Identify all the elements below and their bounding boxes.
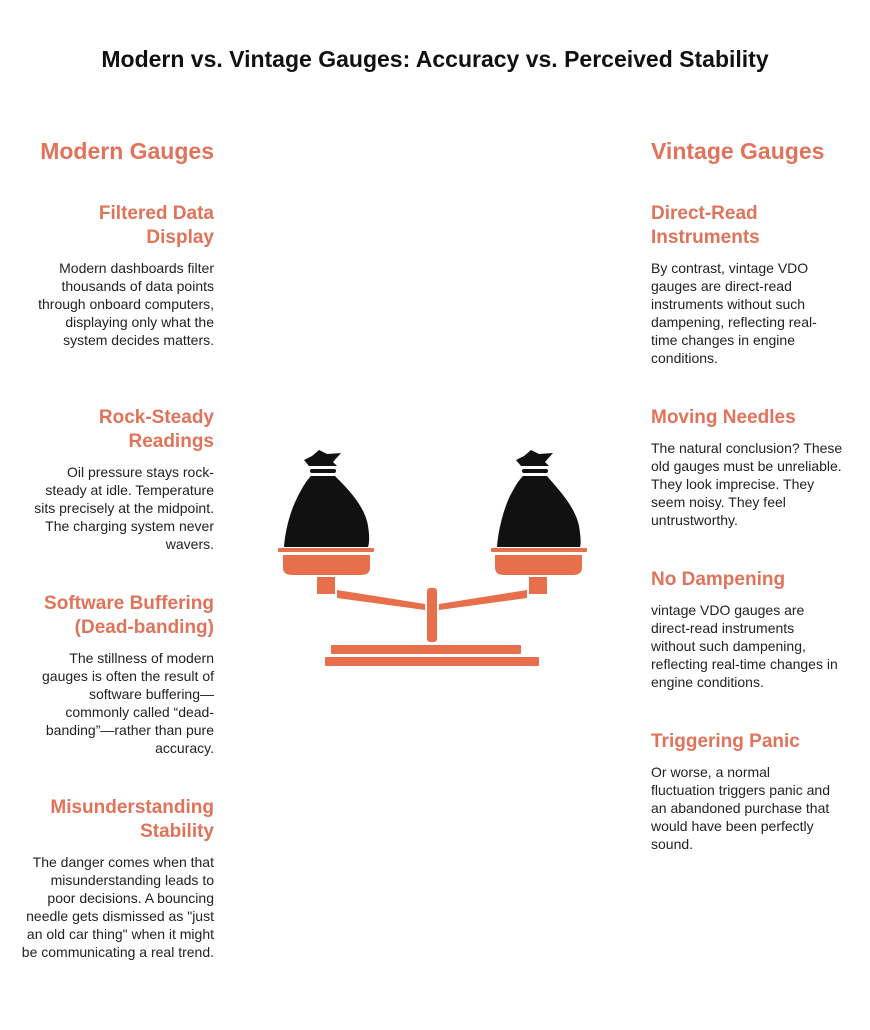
section-title: Misunderstanding Stability (50, 797, 214, 842)
balance-scale-illustration (275, 448, 595, 673)
section-no-dampening (651, 568, 851, 691)
section-rock-steady-readings (20, 406, 214, 553)
balance-scale-icon (275, 448, 595, 673)
section-direct-read-instruments (651, 202, 851, 367)
section-text: The natural conclusion? These old gauges must be unreliable. They look imprecise. They seem noisy. They feel untrustworthy. (651, 440, 843, 528)
section-text: The stillness of modern gauges is often the result of software buffering—commonly called “dead-banding”—rather than pure accuracy. (42, 650, 214, 756)
money-bag-icon (497, 450, 581, 547)
section-title: Moving Needles (651, 407, 796, 428)
money-bag-icon (284, 450, 369, 547)
section-title: Direct-Read Instruments (651, 203, 760, 248)
modern-gauges-heading: Modern Gauges (40, 138, 214, 164)
section-title: Rock-Steady Readings (98, 407, 214, 452)
section-software-buffering (20, 592, 214, 757)
section-text: Modern dashboards filter thousands of data points through onboard computers, displaying only what the system decides matters. (38, 260, 214, 348)
page-title: Modern vs. Vintage Gauges: Accuracy vs. Perceived Stability (101, 46, 769, 72)
section-misunderstanding-stability (20, 796, 214, 961)
section-moving-needles (651, 406, 851, 529)
section-filtered-data-display (20, 202, 214, 349)
section-text: Or worse, a normal fluctuation triggers panic and an abandoned purchase that would have been perfectly sound. (651, 764, 830, 852)
vintage-gauges-heading: Vintage Gauges (651, 138, 825, 164)
section-text: Oil pressure stays rock-steady at idle. Temperature sits precisely at the midpoint. The charging system never wavers. (34, 464, 214, 552)
section-text: The danger comes when that misunderstanding leads to poor decisions. A bouncing needle gets dismissed as "just an old car thing" when it might be communicating a real trend. (21, 854, 214, 960)
section-title: Software Buffering (Dead-banding) (44, 593, 214, 638)
section-text: vintage VDO gauges are direct-read instruments without such dampening, reflecting real-time changes in engine conditions. (651, 602, 838, 690)
section-title: Filtered Data Display (98, 203, 214, 248)
section-triggering-panic (651, 730, 851, 853)
section-text: By contrast, vintage VDO gauges are direct-read instruments without such dampening, reflecting real-time changes in engine conditions. (651, 260, 817, 366)
section-title: No Dampening (651, 569, 786, 590)
section-title: Triggering Panic (651, 731, 800, 752)
